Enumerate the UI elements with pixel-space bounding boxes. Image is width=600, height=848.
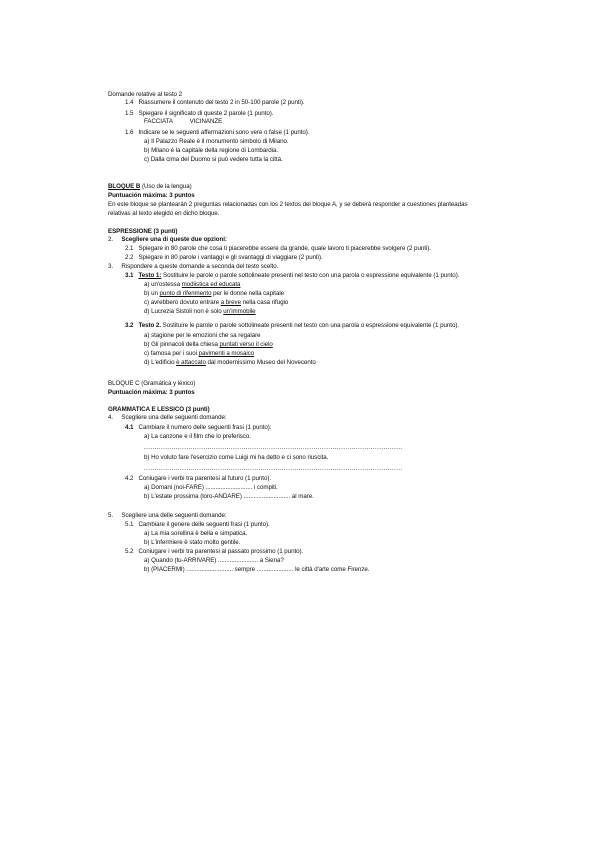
item-2-1: 2.1 Spiegare in 80 parole che cosa ti piacerebbe essere da grande, quale lavoro ti piacerebbe svolgere (2 punti).	[125, 245, 431, 252]
item-1-6-b: b) Milano è la capitale della regione di Lombardia.	[144, 147, 279, 154]
item-1-4: 1.4 Riassumere il contenuto del testo 2 in 50-100 parole (2 punti).	[125, 99, 305, 106]
item-3-1-c: c) avrebbero dovuto entrare a breve nella casa rifugio	[144, 299, 289, 306]
item-3-2-d: d) L'edificio è attaccato dal modernissimo Museo del Novecento	[144, 359, 316, 366]
item-3-2-b: b) Gli pinnacoli della chiesa puntati verso il cielo	[144, 341, 273, 348]
item-3-2-c: c) famosa per i suoi pavimenti a mosaico	[144, 350, 255, 357]
item-3: 3. Rispondere a queste domande a seconda del testo scelto.	[108, 263, 279, 270]
bloque-b-score: Puntuación máxima: 3 puntos	[108, 192, 195, 199]
item-1-6-a: a) Il Palazzo Reale è il monumento simbolo di Milano.	[144, 138, 289, 145]
item-3-2: 3.2 Testo 2. Sostituire le parole o parole sottolineate presenti nel testo con una parola o espressione equivalente (1 punto).	[125, 322, 460, 329]
item-5-1-a: a) La mia sorellina è bella e simpatica.	[144, 530, 248, 537]
item-3-1-d: d) Lucrezia Sistoli non è solo un'immobile	[144, 308, 256, 315]
item-4-2: 4.2 Coniugare i verbi tra parentesi al futuro (1 punto).	[125, 475, 272, 482]
item-2: 2. Scegliere una di queste due opzioni:	[108, 236, 227, 243]
item-5-2-b: b) (PIACERMI) ............................ sempre ...................... le città d'arte come Firenze.	[144, 566, 370, 573]
item-4-1-b: b) Ho voluto fare l'esercizio come Luigi mi ha detto e ci sono riuscita.	[144, 454, 329, 461]
item-1-5: 1.5 Spiegare il significato di queste 2 parole (1 punto).	[125, 110, 274, 117]
item-1-5-words: FACCIATA VICINANZE	[144, 118, 223, 125]
item-5-1-b: b) L'infermiere è stato molto gentile.	[144, 539, 241, 546]
bloque-b-intro-1: En este bloque se plantearán 2 preguntas relacionadas con los 2 textos del bloque A, y se deberá responder a cuestiones planteadas	[108, 201, 468, 208]
item-5-2-a: a) Quando (tu-ARRIVARE) ........................ a Siena?	[144, 557, 284, 564]
item-3-2-a: a) stagione per le emozioni che sa regalare	[144, 332, 261, 339]
answer-line: ..........................................................................................................................	[144, 444, 403, 451]
item-2-2: 2.2 Spiegare in 80 parole i vantaggi e gli svantaggi di viaggiare (2 punti).	[125, 254, 323, 261]
item-4-1: 4.1 Cambiare il numero delle seguenti frasi (1 punto):	[125, 424, 272, 431]
item-5-1: 5.1 Cambiare il genere delle seguenti frasi (1 punto).	[125, 521, 270, 528]
item-3-1-b: b) un punto di riferimento per le donne nella capitale	[144, 290, 285, 297]
item-1-6: 1.6 Indicare se le seguenti affermazioni sono vere o false (1 punto).	[125, 129, 310, 136]
item-5-2: 5.2 Coniugare i verbi tra parentesi al passato prossimo (1 punto).	[125, 548, 304, 555]
bloque-c-title: BLOQUE C (Gramática y léxico)	[108, 380, 196, 387]
bloque-b-title: BLOQUE B (Uso de la lengua)	[108, 183, 192, 190]
grammatica-heading: GRAMMATICA E LESSICO (3 punti)	[108, 406, 210, 413]
item-3-1-a: a) un'ostessa modiistica ed educata	[144, 281, 241, 288]
item-4-2-a: a) Domani (noi-FARE) ............................ i compiti.	[144, 484, 278, 491]
answer-line: ..........................................................................................................................	[144, 465, 403, 472]
item-4-2-b: b) L'estate prossima (loro-ANDARE) ............................ al mare.	[144, 493, 314, 500]
item-4: 4. Scegliere una delle seguenti domande:	[108, 414, 227, 421]
bloque-b-intro-2: relativas al texto elegido en dicho bloque.	[108, 210, 220, 217]
bloque-c-score: Puntuación máxima: 3 puntos	[108, 389, 195, 396]
item-5: 5. Scegliere una delle seguenti domande:	[108, 512, 227, 519]
section-a-heading: Domande relative al testo 2	[108, 91, 182, 98]
espressione-heading: ESPRESSIONE (3 punti)	[108, 228, 178, 235]
item-4-1-a: a) La canzone e il film che lo preferisco.	[144, 433, 251, 440]
item-3-1: 3.1 Testo 1: Sostituire le parole o parole sottolineate presenti nel testo con una parola o espressione equivalente (1 punto).	[125, 272, 460, 279]
item-1-6-c: c) Dalla cima del Duomo si può vedere tutta la città.	[144, 156, 283, 163]
